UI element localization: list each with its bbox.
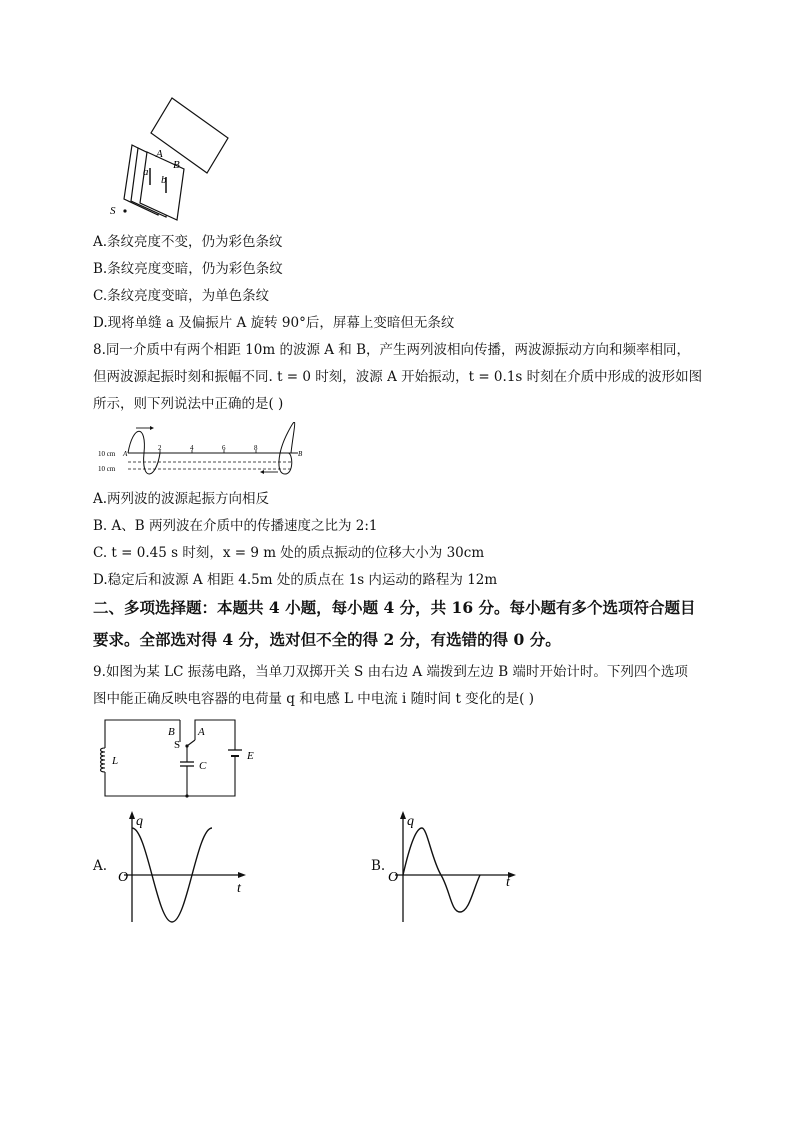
q8-stem-line3: 所示，则下列说法中正确的是( ) xyxy=(93,396,284,412)
q7-option-b: B.条纹亮度变暗，仍为彩色条纹 xyxy=(93,261,283,277)
graph-b-option-label: B. xyxy=(371,858,386,874)
tick-label-6: 6 xyxy=(222,444,226,452)
wave-point-b: B xyxy=(298,450,303,458)
graph-a-x-label: t xyxy=(237,881,241,896)
graph-b-y-label: q xyxy=(407,814,414,829)
graph-b xyxy=(385,810,525,925)
q9-stem-line1: 9.如图为某 LC 振荡电路，当单刀双掷开关 S 由右边 A 端拨到左边 B 端时开始计时。下列四个选项 xyxy=(93,664,688,680)
wire-bottom xyxy=(105,760,235,796)
slit-polarizer-figure xyxy=(100,95,240,225)
lc-circuit-figure xyxy=(95,716,270,801)
q8-option-d: D.稳定后和波源 A 相距 4.5m 处的质点在 1s 内运动的路程为 12m xyxy=(93,572,498,588)
q7-option-d: D.现将单缝 a 及偏振片 A 旋转 90°后，屏幕上变暗但无条纹 xyxy=(93,315,455,331)
wave-figure xyxy=(98,422,313,480)
circuit-label-L: L xyxy=(112,755,119,767)
circuit-label-E: E xyxy=(247,750,254,762)
graph-b-x-label: t xyxy=(506,875,510,890)
light-source-dot xyxy=(123,209,126,212)
graph-a-option-label: A. xyxy=(93,858,108,874)
graph-a-origin-label: O xyxy=(118,870,129,885)
circuit-label-S: S xyxy=(174,739,181,751)
q7-option-a: A.条纹亮度不变，仍为彩色条纹 xyxy=(93,234,283,250)
tick-label-2: 2 xyxy=(158,444,162,452)
section2-heading-line1: 二、多项选择题：本题共 4 小题，每小题 4 分，共 16 分。每小题有多个选项符合题目 xyxy=(93,598,696,617)
q9-stem-line2: 图中能正确反映电容器的电荷量 q 和电感 L 中电流 i 随时间 t 变化的是( ) xyxy=(93,691,535,707)
q8-option-c: C. t = 0.45 s 时刻，x = 9 m 处的质点振动的位移大小为 30cm xyxy=(93,545,485,561)
wave-point-a: A xyxy=(123,450,128,458)
graph-a-y-arrow xyxy=(129,811,135,819)
tick-label-8: 8 xyxy=(254,444,258,452)
graph-a-y-label: q xyxy=(136,814,143,829)
junction-dot xyxy=(185,794,188,797)
q8-stem-line1: 8.同一介质中有两个相距 10m 的波源 A 和 B，产生两列波相向传播，两波源振动方向和频率相同， xyxy=(93,342,690,358)
graph-b-origin-label: O xyxy=(388,870,399,885)
arrow-left-head xyxy=(260,470,264,474)
wave-from-b xyxy=(279,422,295,474)
circuit-label-B: B xyxy=(168,726,175,738)
q8-option-b: B. A、B 两列波在介质中的传播速度之比为 2:1 xyxy=(93,518,378,534)
label-a: a xyxy=(143,166,149,178)
q8-stem-line2: 但两波源起振时刻和振幅不同. t = 0 时刻，波源 A 开始振动，t = 0.1s 时刻在介质中形成的波形如图 xyxy=(93,369,703,385)
tick-label-4: 4 xyxy=(190,444,194,452)
graph-b-curve xyxy=(403,828,480,912)
q7-option-c: C.条纹亮度变暗，为单色条纹 xyxy=(93,288,270,304)
circuit-label-A: A xyxy=(198,726,205,738)
switch-blade xyxy=(187,740,195,746)
label-A: A xyxy=(156,148,163,160)
label-S: S xyxy=(110,205,116,217)
graph-a xyxy=(112,810,252,925)
graph-b-y-arrow xyxy=(400,811,406,819)
q8-option-a: A.两列波的波源起振方向相反 xyxy=(93,491,270,507)
arrow-right-head xyxy=(150,426,154,430)
wave-ylabel-bottom: 10 cm xyxy=(98,465,116,473)
section2-heading-line2: 要求。全部选对得 4 分，选对但不全的得 2 分，有选错的得 0 分。 xyxy=(93,630,561,649)
graph-a-x-arrow xyxy=(238,872,246,878)
label-B: B xyxy=(173,159,180,171)
inductor-coil xyxy=(101,748,106,772)
wave-ylabel-top: 10 cm xyxy=(98,450,116,458)
label-b: b xyxy=(161,174,167,186)
circuit-label-C: C xyxy=(199,760,207,772)
